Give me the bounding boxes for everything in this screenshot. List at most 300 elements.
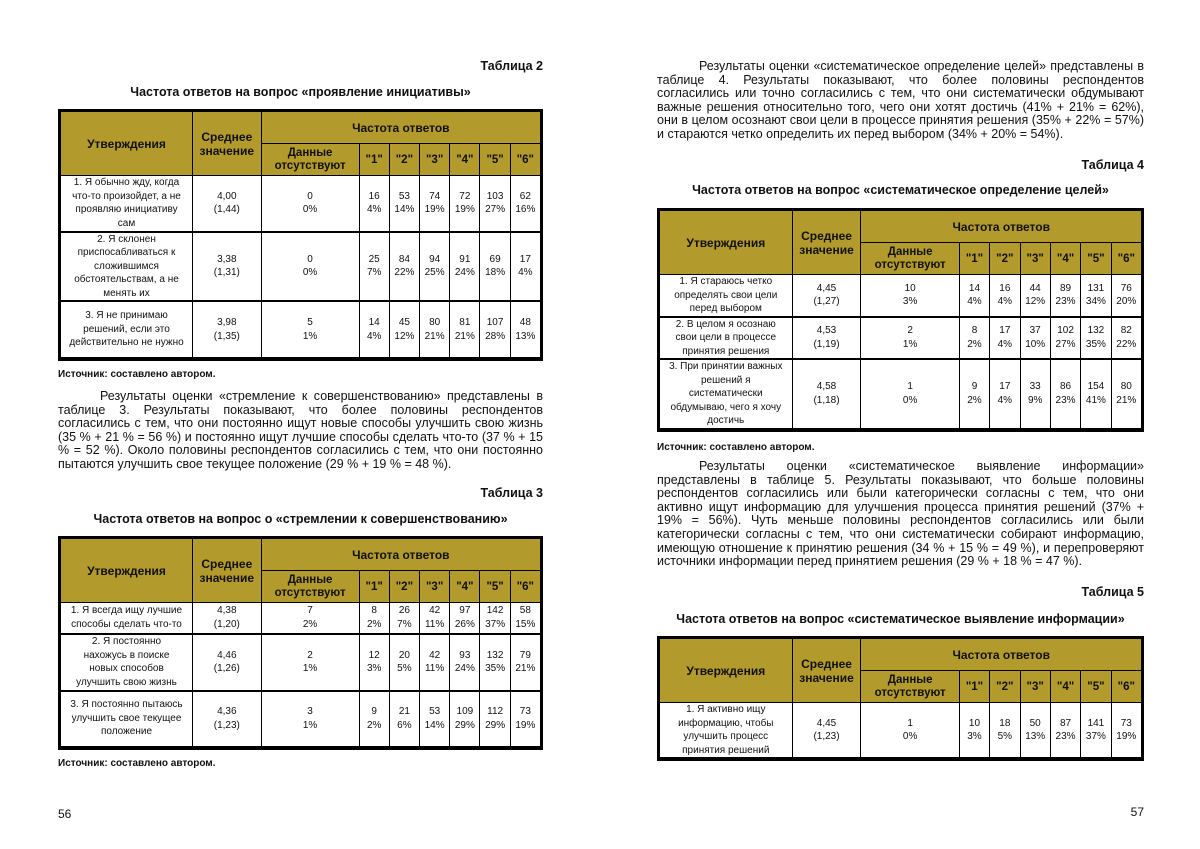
percent: 13% — [515, 330, 536, 342]
mean-value: 4,36 — [217, 706, 237, 717]
row-k1 — [359, 691, 389, 747]
header-mean: Среднее значение — [792, 639, 861, 703]
header-k4: "4" — [1050, 671, 1080, 703]
table3-source: Источник: составлено автором. — [58, 758, 216, 769]
percent: 25% — [424, 267, 445, 279]
mean-sd: (1,44) — [213, 204, 240, 216]
count: 79 — [519, 649, 531, 661]
percent: 11% — [424, 663, 445, 674]
missing-count: 0 — [307, 253, 313, 265]
header-k3: "3" — [1020, 671, 1050, 703]
header-k5: "5" — [1081, 671, 1111, 703]
count: 25 — [368, 253, 380, 265]
row-mean — [792, 703, 861, 759]
percent: 7% — [397, 618, 412, 630]
count: 132 — [1087, 325, 1105, 337]
percent: 4% — [366, 330, 382, 342]
header-mean: Среднее значение — [193, 112, 262, 176]
table5-caption: Частота ответов на вопрос «систематическое выявление информации» — [676, 612, 1125, 626]
table-row — [660, 359, 1142, 429]
mean-sd: (1,19) — [813, 338, 840, 350]
row-k3 — [1020, 703, 1050, 759]
percent: 35% — [485, 663, 506, 674]
missing-percent: 0% — [902, 394, 918, 406]
header-k4: "4" — [450, 571, 480, 603]
row-k5 — [480, 691, 510, 747]
row-k6 — [1111, 275, 1141, 317]
percent: 4% — [997, 394, 1013, 406]
count: 16 — [999, 282, 1011, 294]
header-statements: Утверждения — [660, 639, 793, 703]
percent: 27% — [485, 204, 506, 216]
count: 14 — [368, 317, 380, 328]
percent: 3% — [366, 663, 382, 674]
row-k3 — [1020, 275, 1050, 317]
mean-sd: (1,27) — [813, 296, 840, 308]
table-row — [660, 703, 1142, 759]
count: 81 — [459, 317, 471, 328]
header-k5: "5" — [1081, 243, 1111, 275]
row-k5 — [480, 301, 510, 358]
percent: 4% — [518, 267, 533, 279]
row-k1 — [959, 359, 989, 429]
percent: 2% — [366, 618, 382, 630]
percent: 22% — [394, 267, 415, 279]
header-k5: "5" — [480, 144, 510, 176]
count: 154 — [1087, 381, 1105, 393]
count: 8 — [371, 605, 377, 617]
count: 73 — [519, 706, 531, 717]
row-k1 — [359, 634, 389, 691]
mean-sd: (1,31) — [213, 267, 240, 279]
count: 74 — [429, 190, 441, 202]
table-row — [61, 301, 541, 358]
row-k5 — [480, 232, 510, 302]
header-mean: Среднее значение — [792, 211, 861, 275]
percent: 20% — [1116, 296, 1137, 308]
mean-value: 3,98 — [217, 317, 237, 328]
count: 103 — [486, 190, 504, 202]
count: 26 — [398, 605, 410, 617]
row-k1 — [959, 317, 989, 360]
header-k1: "1" — [959, 671, 989, 703]
table2-source: Источник: составлено автором. — [58, 369, 216, 380]
row-statement: 2. Я постоянно нахожусь в поиске новых способов улучшить свою жизнь — [61, 634, 193, 691]
count: 62 — [519, 190, 531, 202]
percent: 4% — [997, 338, 1013, 350]
table4-source: Источник: составлено автором. — [657, 442, 815, 453]
percent: 21% — [424, 330, 445, 342]
percent: 34% — [1085, 296, 1106, 308]
table3-caption: Частота ответов на вопрос о «стремлении к совершенствованию» — [93, 512, 508, 526]
count: 82 — [1120, 325, 1132, 337]
percent: 19% — [515, 719, 536, 731]
table2-caption: Частота ответов на вопрос «проявление инициативы» — [130, 85, 471, 99]
percent: 29% — [454, 719, 475, 731]
count: 53 — [398, 190, 410, 202]
count: 91 — [459, 253, 471, 265]
missing-percent: 0% — [302, 267, 318, 279]
percent: 29% — [485, 719, 506, 731]
header-k2: "2" — [990, 243, 1020, 275]
count: 76 — [1120, 282, 1132, 294]
table-row — [660, 275, 1142, 317]
mean-value: 4,53 — [816, 325, 837, 337]
header-statements: Утверждения — [61, 539, 193, 603]
count: 10 — [968, 717, 981, 729]
header-frequency: Частота ответов — [261, 112, 540, 144]
row-k3 — [420, 232, 450, 302]
header-k2: "2" — [389, 144, 419, 176]
header-k6: "6" — [1111, 671, 1141, 703]
percent: 23% — [1055, 296, 1076, 308]
count: 37 — [1029, 325, 1041, 337]
row-k4 — [450, 691, 480, 747]
count: 8 — [971, 325, 978, 337]
row-k5 — [1081, 703, 1111, 759]
row-k2 — [389, 301, 419, 358]
missing-count: 2 — [307, 649, 313, 661]
row-k2 — [389, 691, 419, 747]
table3-grid — [60, 538, 541, 748]
count: 86 — [1059, 381, 1072, 393]
count: 17 — [519, 253, 531, 265]
row-k1 — [359, 603, 389, 634]
mean-value: 3,38 — [217, 253, 237, 265]
row-k3 — [420, 603, 450, 634]
row-missing — [261, 176, 359, 232]
mean-sd: (1,20) — [213, 618, 240, 630]
percent: 6% — [397, 719, 412, 731]
count: 97 — [459, 605, 471, 617]
percent: 3% — [967, 731, 982, 742]
row-missing — [861, 275, 959, 317]
table-row — [61, 232, 541, 302]
percent: 4% — [967, 296, 982, 308]
percent: 2% — [967, 394, 982, 406]
row-k4 — [1050, 317, 1080, 360]
missing-count: 7 — [307, 605, 313, 617]
mean-sd: (1,35) — [213, 330, 240, 342]
missing-percent: 1% — [302, 719, 318, 731]
missing-count: 3 — [307, 706, 313, 717]
count: 12 — [368, 649, 380, 661]
percent: 21% — [454, 330, 475, 342]
count: 53 — [429, 706, 441, 717]
header-frequency: Частота ответов — [861, 211, 1142, 243]
percent: 41% — [1085, 394, 1106, 406]
right-paragraph-1: Результаты оценки «систематическое определение целей» представлены в таблице 4. Результаты показывают, что более половины респондентов согласились или точно согласились с тем, что они систематически обдумывают важные решения относительно того, чего они хотят достичь (41% + 21% = 62%), они в целом осознают свои цели в процессе принятия решения (35% + 22% = 57%) и стараются четко определить их перед выбором (34% + 20% = 54%). — [657, 59, 1144, 141]
header-k3: "3" — [1020, 243, 1050, 275]
count: 44 — [1029, 282, 1041, 294]
right-paragraph-2: Результаты оценки «систематическое выявление информации» представлены в таблице 5. Результаты показывают, что больше половины респондентов согласились или были категорически согласны с тем, что они активно ищут информацию для улучшения процесса принятия решений (37% + 19% = 56%). Чуть меньше половины респондентов согласились или были категорически согласны с тем, что они систематически собирают информацию, имеющую отношение к принятию решения (34 % + 15 % = 49 %), и перепроверяют источники информации перед принятием решения (29 % + 18 % = 47 %). — [657, 459, 1144, 569]
header-statements: Утверждения — [61, 112, 193, 176]
header-k2: "2" — [389, 571, 419, 603]
row-k2 — [990, 703, 1020, 759]
row-k2 — [389, 603, 419, 634]
count: 89 — [1059, 282, 1072, 294]
count: 142 — [486, 605, 504, 617]
header-k1: "1" — [359, 571, 389, 603]
count: 69 — [489, 253, 501, 265]
row-k4 — [450, 603, 480, 634]
header-frequency: Частота ответов — [261, 539, 540, 571]
page-number-right: 57 — [1130, 805, 1144, 819]
percent: 10% — [1025, 338, 1046, 350]
count: 16 — [368, 190, 380, 202]
row-k3 — [1020, 359, 1050, 429]
count: 58 — [519, 605, 531, 617]
count: 17 — [999, 381, 1011, 393]
missing-percent: 3% — [902, 296, 918, 308]
row-mean — [193, 301, 262, 358]
percent: 16% — [515, 204, 536, 216]
row-k2 — [990, 359, 1020, 429]
count: 9 — [971, 381, 978, 393]
header-k6: "6" — [510, 144, 540, 176]
mean-value: 4,00 — [217, 190, 237, 202]
row-missing — [261, 301, 359, 358]
count: 132 — [486, 649, 504, 661]
percent: 4% — [997, 296, 1013, 308]
percent: 19% — [454, 204, 475, 216]
mean-sd: (1,26) — [213, 663, 240, 674]
missing-percent: 0% — [302, 204, 318, 216]
row-k3 — [420, 634, 450, 691]
row-k1 — [359, 301, 389, 358]
header-missing: Данные отсутствуют — [261, 144, 359, 176]
row-k5 — [480, 634, 510, 691]
percent: 13% — [1025, 731, 1046, 742]
table4-label: Таблица 4 — [1081, 158, 1144, 172]
row-k1 — [959, 703, 989, 759]
table-row — [61, 176, 541, 232]
percent: 23% — [1055, 731, 1076, 742]
count: 14 — [968, 282, 981, 294]
missing-count: 0 — [307, 190, 313, 202]
table3-label: Таблица 3 — [480, 486, 543, 500]
header-k1: "1" — [959, 243, 989, 275]
row-statement: 2. Я склонен приспосабливаться к сложившимся обстоятельствам, а не менять их — [61, 232, 193, 302]
header-mean: Среднее значение — [193, 539, 262, 603]
missing-percent: 1% — [302, 663, 318, 674]
table-row — [61, 603, 541, 634]
mean-value: 4,46 — [217, 649, 237, 661]
count: 141 — [1087, 717, 1105, 729]
mean-value: 4,38 — [217, 605, 237, 617]
percent: 15% — [515, 618, 536, 630]
row-k1 — [359, 232, 389, 302]
row-missing — [261, 634, 359, 691]
row-mean — [792, 317, 861, 360]
count: 112 — [487, 706, 504, 717]
row-k6 — [510, 691, 540, 747]
percent: 12% — [1025, 296, 1046, 308]
table5 — [657, 636, 1144, 761]
percent: 28% — [485, 330, 506, 342]
count: 131 — [1087, 282, 1105, 294]
row-k1 — [359, 176, 389, 232]
percent: 22% — [1116, 338, 1137, 350]
percent: 5% — [997, 731, 1013, 742]
mean-value: 4,58 — [816, 381, 837, 393]
percent: 26% — [454, 618, 475, 630]
count: 94 — [429, 253, 441, 265]
row-k5 — [480, 603, 510, 634]
count: 84 — [398, 253, 410, 265]
count: 109 — [456, 706, 474, 717]
percent: 19% — [424, 204, 445, 216]
row-k4 — [1050, 275, 1080, 317]
header-k6: "6" — [510, 571, 540, 603]
mean-sd: (1,23) — [213, 719, 240, 731]
row-k2 — [990, 275, 1020, 317]
table2-grid — [60, 111, 541, 359]
percent: 2% — [366, 719, 382, 731]
row-mean — [193, 634, 262, 691]
count: 102 — [1057, 325, 1074, 337]
row-mean — [792, 275, 861, 317]
count: 80 — [429, 317, 441, 328]
row-k2 — [389, 634, 419, 691]
count: 80 — [1120, 381, 1132, 393]
percent: 23% — [1055, 394, 1076, 406]
row-k4 — [450, 176, 480, 232]
percent: 24% — [454, 663, 475, 674]
percent: 9% — [1027, 394, 1043, 406]
row-k6 — [510, 301, 540, 358]
missing-percent: 0% — [902, 731, 918, 742]
row-k6 — [510, 603, 540, 634]
row-k5 — [480, 176, 510, 232]
header-missing: Данные отсутствуют — [861, 243, 959, 275]
count: 18 — [999, 717, 1011, 729]
row-k5 — [1081, 275, 1111, 317]
row-statement: 3. Я не принимаю решений, если это действительно не нужно — [61, 301, 193, 358]
percent: 18% — [485, 267, 506, 279]
table2-label: Таблица 2 — [480, 59, 543, 73]
percent: 2% — [967, 338, 982, 350]
count: 48 — [519, 317, 531, 328]
row-mean — [193, 232, 262, 302]
header-statements: Утверждения — [660, 211, 793, 275]
percent: 12% — [394, 330, 415, 342]
percent: 4% — [366, 204, 382, 216]
row-statement: 3. При принятии важных решений я систематически обдумываю, чего я хочу достичь — [660, 359, 793, 429]
count: 20 — [398, 649, 410, 661]
count: 33 — [1029, 381, 1041, 393]
row-statement: 1. Я обычно жду, когда что-то произойдет, а не проявляю инициативу сам — [61, 176, 193, 232]
percent: 21% — [515, 663, 536, 674]
header-k2: "2" — [990, 671, 1020, 703]
mean-value: 4,45 — [816, 282, 837, 294]
row-statement: 3. Я постоянно пытаюсь улучшить свое текущее положение — [61, 691, 193, 747]
count: 107 — [486, 317, 504, 328]
percent: 14% — [424, 719, 445, 731]
left-paragraph: Результаты оценки «стремление к совершенствованию» представлены в таблице 3. Результаты показывают, что более половины респондентов согласились с тем, что они постоянно ищут новые способы улучшить свою жизнь (35 % + 21 % = 56 %) и постоянно ищут лучшие способы сделать что-то (37 % + 15 % = 52 %). Около половины респондентов согласились с тем, что они постоянно пытаются улучшить свое текущее положение (29 % + 19 % = 48 %). — [58, 389, 543, 471]
row-k6 — [510, 176, 540, 232]
missing-count: 5 — [307, 317, 313, 328]
row-statement: 1. Я всегда ищу лучшие способы сделать что-то — [61, 603, 193, 634]
count: 21 — [398, 706, 410, 717]
row-k4 — [1050, 703, 1080, 759]
percent: 19% — [1116, 731, 1137, 742]
count: 50 — [1029, 717, 1041, 729]
row-k2 — [990, 317, 1020, 360]
percent: 27% — [1055, 338, 1076, 350]
table3 — [58, 536, 543, 750]
header-missing: Данные отсутствуют — [861, 671, 959, 703]
percent: 35% — [1085, 338, 1106, 350]
row-mean — [193, 603, 262, 634]
row-k6 — [1111, 703, 1141, 759]
table5-label: Таблица 5 — [1081, 585, 1144, 599]
row-missing — [861, 703, 959, 759]
count: 72 — [459, 190, 471, 202]
row-statement: 1. Я стараюсь четко определять свои цели перед выбором — [660, 275, 793, 317]
row-k6 — [510, 232, 540, 302]
row-missing — [861, 317, 959, 360]
row-k4 — [450, 634, 480, 691]
header-k4: "4" — [1050, 243, 1080, 275]
table2 — [58, 109, 543, 361]
row-statement: 1. Я активно ищу информацию, чтобы улучшить процесс принятия решений — [660, 703, 793, 759]
header-k3: "3" — [420, 144, 450, 176]
row-k2 — [389, 232, 419, 302]
header-frequency: Частота ответов — [861, 639, 1142, 671]
row-k6 — [1111, 317, 1141, 360]
table4-grid — [659, 210, 1142, 430]
row-k4 — [1050, 359, 1080, 429]
mean-value: 4,45 — [816, 717, 837, 729]
row-missing — [261, 691, 359, 747]
missing-count: 1 — [907, 717, 913, 729]
header-k5: "5" — [480, 571, 510, 603]
page-number-left: 56 — [58, 807, 72, 821]
percent: 14% — [394, 204, 415, 216]
missing-count: 1 — [907, 381, 913, 393]
percent: 21% — [1116, 394, 1137, 406]
missing-percent: 2% — [302, 618, 318, 630]
header-k3: "3" — [420, 571, 450, 603]
count: 93 — [459, 649, 471, 661]
right-page — [657, 0, 1144, 849]
row-k3 — [420, 691, 450, 747]
count: 42 — [429, 649, 441, 661]
row-k1 — [959, 275, 989, 317]
row-missing — [261, 232, 359, 302]
count: 17 — [999, 325, 1011, 337]
table-row — [61, 634, 541, 691]
percent: 37% — [1085, 731, 1106, 742]
missing-count: 10 — [904, 282, 916, 294]
row-missing — [261, 603, 359, 634]
row-k3 — [420, 176, 450, 232]
count: 73 — [1120, 717, 1132, 729]
row-k5 — [1081, 317, 1111, 360]
table4-caption: Частота ответов на вопрос «систематическое определение целей» — [692, 183, 1109, 197]
missing-percent: 1% — [302, 330, 318, 342]
mean-sd: (1,18) — [813, 394, 840, 406]
row-mean — [193, 176, 262, 232]
count: 42 — [429, 605, 441, 617]
row-missing — [861, 359, 959, 429]
count: 9 — [371, 706, 377, 717]
header-k4: "4" — [450, 144, 480, 176]
row-statement: 2. В целом я осознаю свои цели в процессе принятия решения — [660, 317, 793, 360]
row-k5 — [1081, 359, 1111, 429]
percent: 11% — [424, 618, 445, 630]
